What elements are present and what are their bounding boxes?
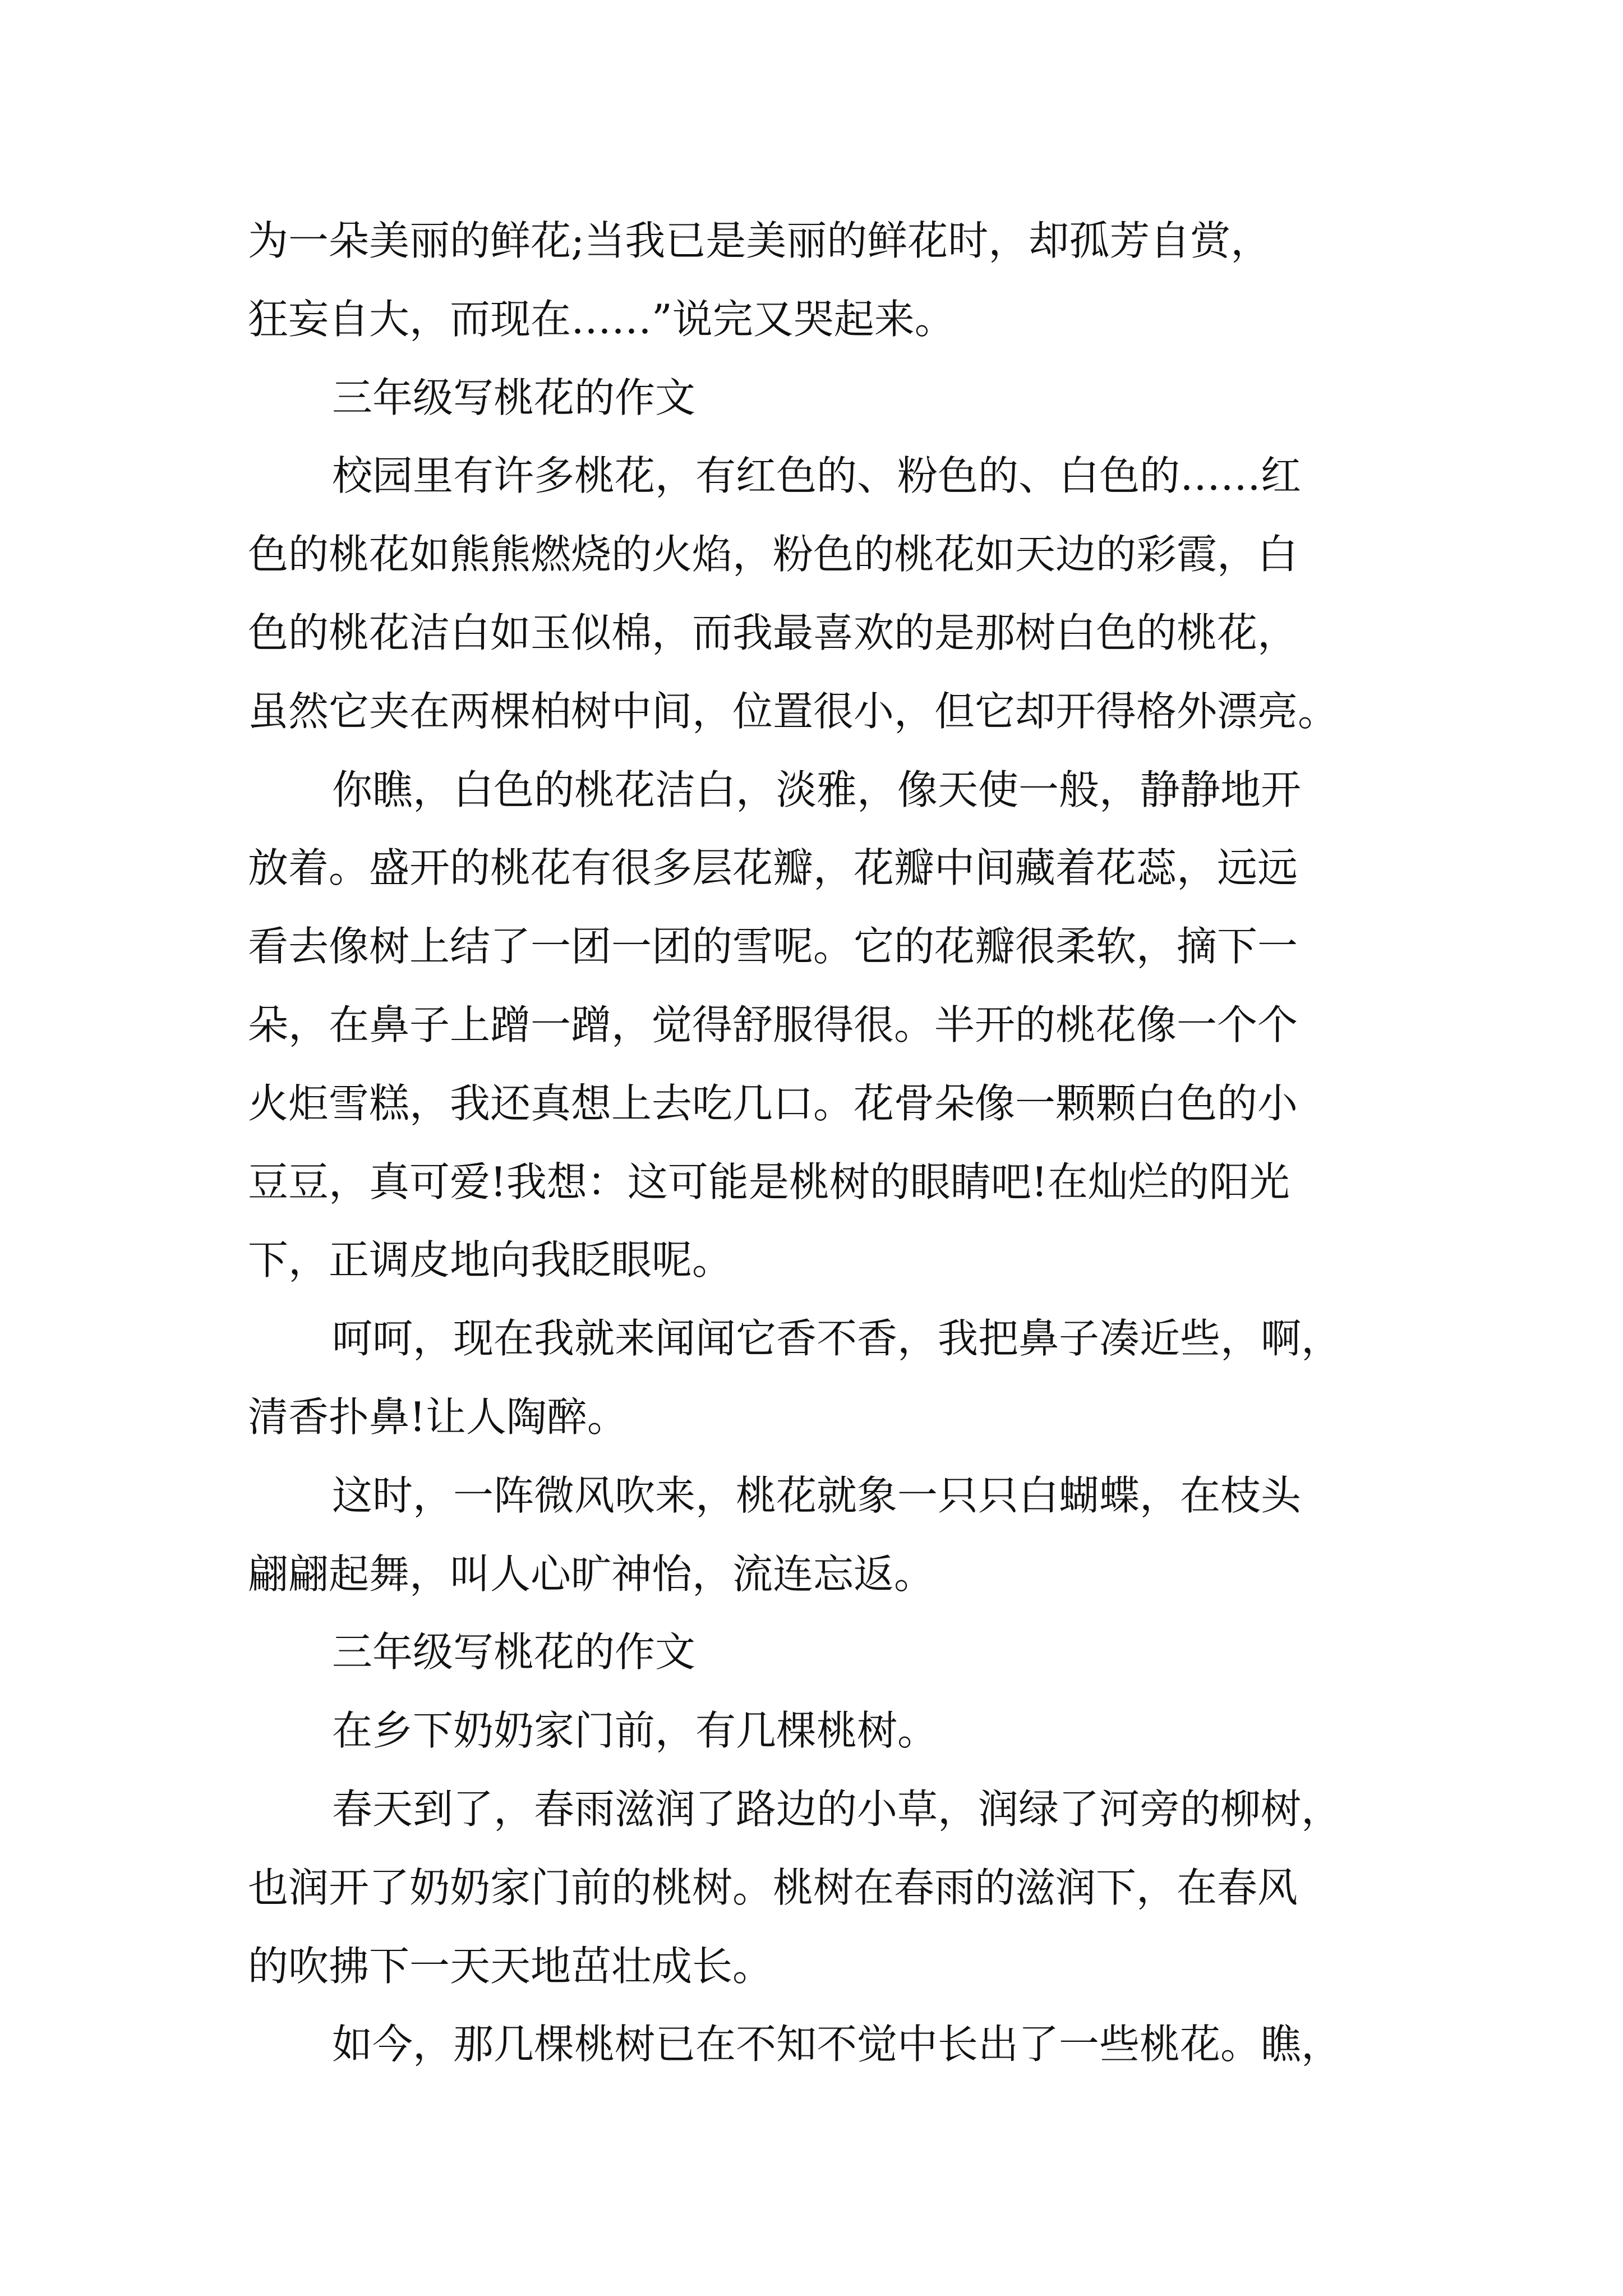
text-line: 清香扑鼻!让人陶醉。 (248, 1393, 628, 1441)
text-line: 豆豆，真可爱!我想：这可能是桃树的眼睛吧!在灿烂的阳光 (248, 1158, 1290, 1205)
text-line: 校园里有许多桃花，有红色的、粉色的、白色的……红 (332, 452, 1302, 500)
essay-heading: 三年级写桃花的作文 (332, 374, 696, 421)
text-line: 呵呵，现在我就来闻闻它香不香，我把鼻子凑近些，啊， (332, 1315, 1342, 1363)
text-line: 看去像树上结了一团一团的雪呢。它的花瓣很柔软，摘下一 (248, 923, 1298, 970)
text-line: 狂妄自大，而现在……”说完又哭起来。 (248, 295, 955, 343)
text-line: 也润开了奶奶家门前的桃树。桃树在春雨的滋润下，在春风 (248, 1864, 1298, 1911)
text-line: 这时，一阵微风吹来，桃花就象一只只白蝴蝶，在枝头 (332, 1471, 1302, 1519)
text-line: 为一朵美丽的鲜花;当我已是美丽的鲜花时，却孤芳自赏， (248, 217, 1271, 264)
text-line: 的吹拂下一天天地茁壮成长。 (248, 1942, 773, 1990)
text-line: 在乡下奶奶家门前，有几棵桃树。 (332, 1707, 938, 1755)
text-line: 你瞧，白色的桃花洁白，淡雅，像天使一般，静静地开 (332, 766, 1302, 813)
text-line: 虽然它夹在两棵柏树中间，位置很小，但它却开得格外漂亮。 (248, 687, 1339, 735)
text-line: 下，正调皮地向我眨眼呢。 (248, 1236, 733, 1284)
text-line: 翩翩起舞，叫人心旷神怡，流连忘返。 (248, 1550, 935, 1598)
text-line: 春天到了，春雨滋润了路边的小草，润绿了河旁的柳树， (332, 1785, 1342, 1833)
text-line: 朵，在鼻子上蹭一蹭，觉得舒服得很。半开的桃花像一个个 (248, 1001, 1298, 1048)
text-line: 色的桃花如熊熊燃烧的火焰，粉色的桃花如天边的彩霞，白 (248, 531, 1298, 578)
text-line: 放着。盛开的桃花有很多层花瓣，花瓣中间藏着花蕊，远远 (248, 844, 1298, 892)
text-line: 火炬雪糕，我还真想上去吃几口。花骨朵像一颗颗白色的小 (248, 1079, 1298, 1127)
text-line: 色的桃花洁白如玉似棉，而我最喜欢的是那树白色的桃花， (248, 609, 1298, 656)
essay-body (248, 202, 1392, 2084)
text-line: 如今，那几棵桃树已在不知不觉中长出了一些桃花。瞧， (332, 2021, 1342, 2068)
essay-heading: 三年级写桃花的作文 (332, 1628, 696, 1676)
